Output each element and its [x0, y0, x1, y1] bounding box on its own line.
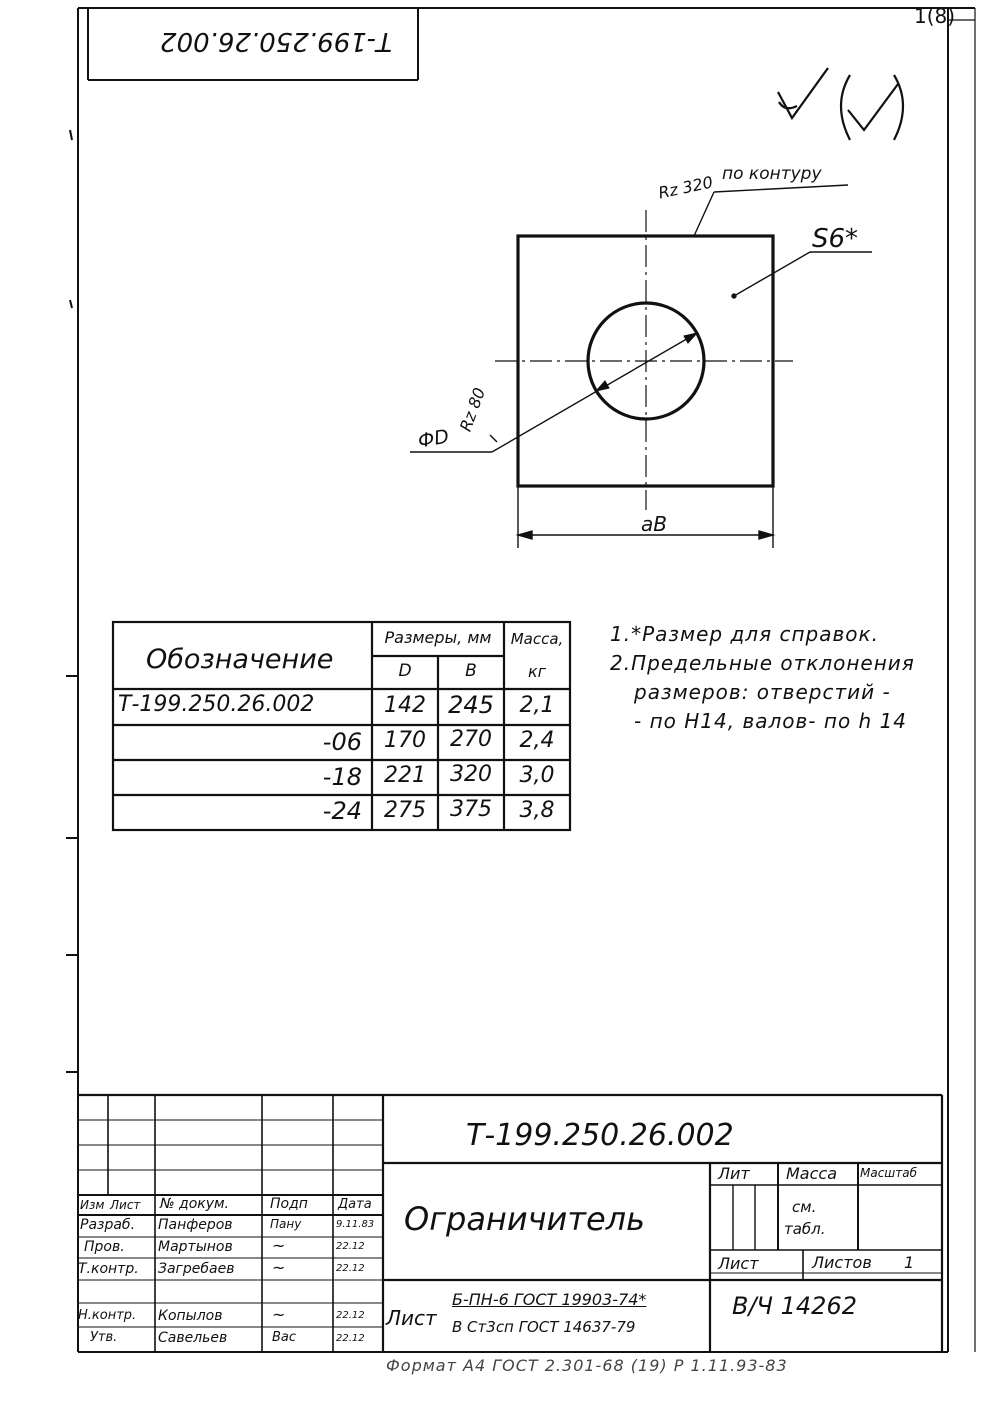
tb-name: Мартынов [158, 1239, 233, 1255]
table-sizes-header: Размеры, мм [384, 628, 492, 647]
plate-outline [495, 210, 793, 510]
tb-col-sign: Подп [270, 1196, 308, 1212]
tb-sheets-label: Листов [812, 1253, 872, 1272]
table-col-d: D [398, 661, 412, 681]
note-1: 1.*Размер для справок. [610, 622, 879, 646]
table-row-designation: -18 [322, 763, 362, 791]
tb-col-list: Лист [110, 1198, 141, 1212]
margin-marks [66, 130, 78, 1072]
tb-name: Загребаев [158, 1261, 235, 1277]
tb-lit-label: Лит [718, 1164, 750, 1183]
tb-mass-value-1: см. [792, 1198, 817, 1216]
tb-date: 22.12 [336, 1241, 365, 1252]
table-col-b: В [465, 661, 477, 681]
table-row-b: 320 [450, 762, 492, 787]
tb-role: Разраб. [80, 1217, 136, 1233]
thickness-label: S6* [812, 224, 859, 254]
table-row-mass: 3,0 [519, 763, 555, 788]
tb-col-izm: Изм [80, 1198, 105, 1212]
table-row-b: 375 [450, 797, 492, 822]
tb-sheets-value: 1 [904, 1253, 915, 1272]
tb-material-line-1: Б-ПН-6 ГОСТ 19903-74* [452, 1290, 647, 1309]
hole-roughness-value: Rz 80 [455, 385, 490, 434]
table-row-b: 270 [450, 727, 492, 752]
table-row-mass: 2,4 [519, 728, 555, 753]
table-row-designation: -24 [322, 797, 362, 825]
table-row-d: 142 [384, 693, 426, 718]
tb-name: Копылов [158, 1308, 223, 1324]
note-2-line-2: размеров: отверстий - [634, 680, 891, 704]
tb-document-number: Т-199.250.26.002 [466, 1118, 734, 1153]
tb-sign: ~ [272, 1258, 286, 1277]
tb-date: 22.12 [336, 1310, 365, 1321]
tb-col-date: Дата [338, 1197, 372, 1212]
page-corner-number: 1(8) [914, 4, 956, 28]
tb-role: Т.контр. [78, 1261, 139, 1277]
tb-sign: ~ [272, 1236, 286, 1255]
table-row-b: 245 [448, 691, 494, 719]
table-row-d: 275 [384, 798, 426, 823]
tb-name: Савельев [158, 1330, 228, 1346]
diameter-label: ФD [416, 425, 451, 453]
thickness-leader [732, 252, 872, 298]
tb-mass-label: Масса [786, 1164, 838, 1183]
tb-role: Пров. [84, 1239, 125, 1255]
tb-date: 22.12 [336, 1263, 365, 1274]
roughness-general-symbol [778, 68, 903, 140]
table-row-designation: -06 [322, 728, 362, 756]
tb-mass-value-2: табл. [784, 1220, 826, 1238]
note-2-line-1: 2.Предельные отклонения [610, 651, 915, 675]
diameter-leader [410, 333, 697, 452]
tb-sign: Вас [272, 1330, 297, 1345]
tb-material-prefix: Лист [386, 1306, 437, 1330]
tb-part-name: Ограничитель [404, 1200, 645, 1238]
tb-organization: В/Ч 14262 [732, 1292, 857, 1320]
rotated-stamp-text: Т-199.250.26.002 [160, 26, 393, 56]
tb-date: 22.12 [336, 1333, 365, 1344]
tb-sheet-label: Лист [718, 1254, 759, 1273]
side-label: аВ [641, 512, 667, 536]
tb-sign: Пану [270, 1217, 302, 1231]
table-designation-header: Обозначение [146, 644, 334, 675]
tb-material-line-2: В Ст3сп ГОСТ 14637-79 [452, 1318, 636, 1336]
table-row-designation: Т-199.250.26.002 [118, 692, 315, 717]
tb-role: Утв. [90, 1330, 118, 1345]
rotated-stamp [160, 26, 392, 56]
table-row-d: 221 [384, 763, 426, 788]
table-row-d: 170 [384, 728, 426, 753]
format-line: Формат А4 ГОСТ 2.301-68 (19) Р 1.11.93-83 [386, 1356, 788, 1375]
table-row-mass: 2,1 [519, 693, 555, 718]
technical-notes [610, 620, 940, 736]
tb-date: 9.11.83 [336, 1219, 375, 1230]
tb-scale-label: Масштаб [860, 1166, 918, 1180]
tb-sign: ~ [272, 1305, 286, 1324]
contour-roughness-note: по контуру [722, 164, 822, 184]
table-mass-unit: кг [527, 662, 547, 681]
note-2-line-3: - по Н14, валов- по h 14 [634, 709, 908, 733]
contour-roughness-value: Rz 320 [656, 172, 715, 203]
table-row-mass: 3,8 [519, 798, 555, 823]
tb-name: Панферов [158, 1217, 233, 1233]
tb-col-doc-no: № докум. [160, 1196, 230, 1212]
table-mass-header: Масса, [510, 630, 564, 648]
tb-role: Н.контр. [78, 1308, 137, 1323]
